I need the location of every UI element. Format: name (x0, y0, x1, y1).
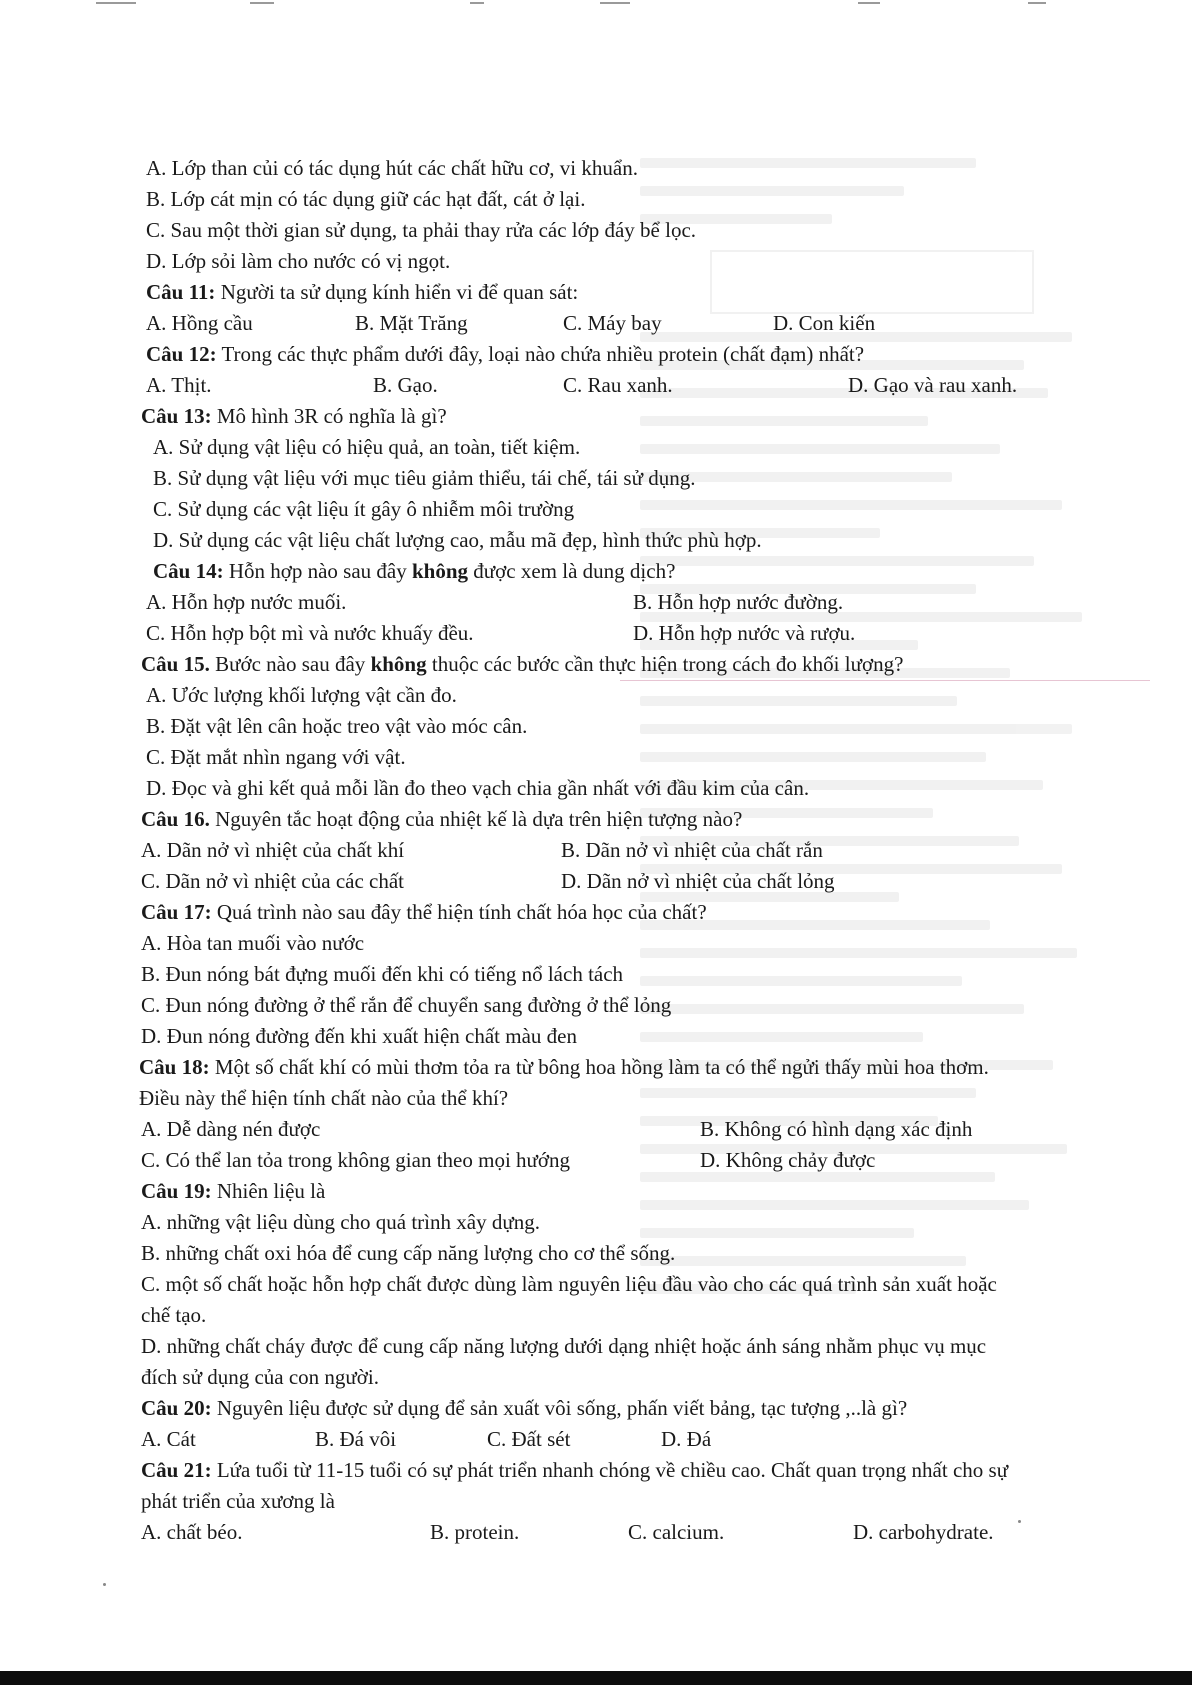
q11-text: Người ta sử dụng kính hiển vi để quan sát: (215, 280, 579, 304)
q11-option-d: D. Con kiến (773, 311, 876, 335)
q20-option-c: C. Đất sét (487, 1427, 571, 1451)
q12-label: Câu 12: (146, 342, 217, 366)
q21-stem-line2: phát triển của xương là (141, 1489, 335, 1513)
q21-option-d: D. carbohydrate. (853, 1520, 994, 1544)
q15-option-a: A. Ước lượng khối lượng vật cần đo. (146, 683, 457, 707)
q16-option-a: A. Dãn nở vì nhiệt của chất khí (141, 838, 405, 862)
q13-text: Mô hình 3R có nghĩa là gì? (211, 404, 447, 428)
q11-stem (146, 279, 578, 305)
scan-bottom-edge (0, 1671, 1192, 1685)
scan-top-marks (0, 0, 1192, 12)
q18-label: Câu 18: (139, 1055, 210, 1079)
q19-text: Nhiên liệu là (211, 1179, 326, 1203)
q19-label: Câu 19: (141, 1179, 212, 1203)
q10-option-d: D. Lớp sỏi làm cho nước có vị ngọt. (146, 249, 451, 273)
q11-option-c: C. Máy bay (563, 311, 662, 335)
q16-text: Nguyên tắc hoạt động của nhiệt kế là dựa trên hiện tượng nào? (209, 807, 743, 831)
q11-option-a: A. Hồng cầu (146, 311, 253, 335)
q20-stem (141, 1395, 907, 1421)
q13-option-c: C. Sử dụng các vật liệu ít gây ô nhiễm môi trường (153, 497, 575, 521)
q15-stem (141, 651, 903, 677)
q15-option-b: B. Đặt vật lên cân hoặc treo vật vào móc cân. (146, 714, 528, 738)
q19-option-d-line1: D. những chất cháy được để cung cấp năng lượng dưới dạng nhiệt hoặc ánh sáng nhằm phục vụ mục (141, 1334, 987, 1358)
q21-option-a: A. chất béo. (141, 1520, 243, 1544)
q10-option-c: C. Sau một thời gian sử dụng, ta phải thay rửa các lớp đáy bể lọc. (146, 218, 697, 242)
q18-stem (139, 1054, 989, 1080)
q14-text-bold: không (412, 559, 469, 583)
q16-stem (141, 806, 742, 832)
q21-label: Câu 21: (141, 1458, 212, 1482)
scan-line-artifact (620, 680, 1150, 681)
q14-text-after: được xem là dung dịch? (468, 559, 676, 583)
q14-option-a: A. Hỗn hợp nước muối. (146, 590, 347, 614)
q18-option-a: A. Dễ dàng nén được (141, 1117, 321, 1141)
q17-stem (141, 899, 707, 925)
q12-option-d: D. Gạo và rau xanh. (848, 373, 1018, 397)
q10-option-a: A. Lớp than củi có tác dụng hút các chất hữu cơ, vi khuẩn. (146, 156, 638, 180)
q15-option-c: C. Đặt mắt nhìn ngang với vật. (146, 745, 406, 769)
q17-option-d: D. Đun nóng đường đến khi xuất hiện chất màu đen (141, 1024, 577, 1048)
q18-option-d: D. Không chảy được (700, 1148, 876, 1172)
q19-stem (141, 1178, 325, 1204)
q19-option-b: B. những chất oxi hóa để cung cấp năng lượng cho cơ thể sống. (141, 1241, 676, 1265)
q15-label: Câu 15. (141, 652, 210, 676)
q15-text-after: thuộc các bước cần thực hiện trong cách đo khối lượng? (426, 652, 904, 676)
q21-text: Lứa tuổi từ 11-15 tuổi có sự phát triển nhanh chóng về chiều cao. Chất quan trọng nhất cho sự (211, 1458, 1009, 1482)
q11-label: Câu 11: (146, 280, 216, 304)
q20-text: Nguyên liệu được sử dụng để sản xuất vôi sống, phấn viết bảng, tạc tượng ,..là gì? (211, 1396, 908, 1420)
q16-label: Câu 16. (141, 807, 210, 831)
q16-option-c: C. Dãn nở vì nhiệt của các chất (141, 869, 405, 893)
scan-speck (103, 1583, 106, 1586)
q12-text: Trong các thực phẩm dưới đây, loại nào chứa nhiều protein (chất đạm) nhất? (216, 342, 865, 366)
q17-label: Câu 17: (141, 900, 212, 924)
q20-label: Câu 20: (141, 1396, 212, 1420)
q14-option-c: C. Hỗn hợp bột mì và nước khuấy đều. (146, 621, 474, 645)
q13-option-b: B. Sử dụng vật liệu với mục tiêu giảm thiểu, tái chế, tái sử dụng. (153, 466, 696, 490)
q14-option-b: B. Hỗn hợp nước đường. (633, 590, 844, 614)
q17-option-c: C. Đun nóng đường ở thể rắn để chuyển sang đường ở thể lỏng (141, 993, 672, 1017)
q12-option-a: A. Thịt. (146, 373, 212, 397)
q17-option-b: B. Đun nóng bát đựng muối đến khi có tiếng nổ lách tách (141, 962, 624, 986)
q14-option-d: D. Hỗn hợp nước và rượu. (633, 621, 856, 645)
q14-stem (153, 558, 675, 584)
q21-option-c: C. calcium. (628, 1520, 725, 1544)
q17-option-a: A. Hòa tan muối vào nước (141, 931, 365, 955)
q21-option-b: B. protein. (430, 1520, 520, 1544)
q15-option-d: D. Đọc và ghi kết quả mỗi lần đo theo vạch chia gần nhất với đầu kim của cân. (146, 776, 810, 800)
q13-option-d: D. Sử dụng các vật liệu chất lượng cao, mẫu mã đẹp, hình thức phù hợp. (153, 528, 762, 552)
q18-stem-line2: Điều này thể hiện tính chất nào của thể khí? (139, 1086, 509, 1110)
q13-stem (141, 403, 447, 429)
q14-label: Câu 14: (153, 559, 224, 583)
q18-option-c: C. Có thể lan tỏa trong không gian theo mọi hướng (141, 1148, 571, 1172)
q19-option-d-line2: đích sử dụng của con người. (141, 1365, 379, 1389)
q18-text: Một số chất khí có mùi thơm tỏa ra từ bông hoa hồng làm ta có thể ngửi thấy mùi hoa thơm. (209, 1055, 989, 1079)
q15-text-before: Bước nào sau đây (209, 652, 371, 676)
q21-stem (141, 1457, 1008, 1483)
q14-text-before: Hỗn hợp nào sau đây (223, 559, 412, 583)
q19-option-c-line1: C. một số chất hoặc hỗn hợp chất được dùng làm nguyên liệu đầu vào cho các quá trình sản xuất hoặc (141, 1272, 997, 1296)
q12-option-c: C. Rau xanh. (563, 373, 673, 397)
q20-option-a: A. Cát (141, 1427, 196, 1451)
q17-text: Quá trình nào sau đây thể hiện tính chất hóa học của chất? (211, 900, 707, 924)
q11-option-b: B. Mặt Trăng (355, 311, 468, 335)
q19-option-a: A. những vật liệu dùng cho quá trình xây dựng. (141, 1210, 540, 1234)
q19-option-c-line2: chế tạo. (141, 1303, 207, 1327)
q16-option-d: D. Dãn nở vì nhiệt của chất lỏng (561, 869, 835, 893)
q13-label: Câu 13: (141, 404, 212, 428)
q13-option-a: A. Sử dụng vật liệu có hiệu quả, an toàn, tiết kiệm. (153, 435, 581, 459)
q10-option-b: B. Lớp cát mịn có tác dụng giữ các hạt đất, cát ở lại. (146, 187, 586, 211)
q15-text-bold: không (370, 652, 427, 676)
q20-option-d: D. Đá (661, 1427, 712, 1451)
q18-option-b: B. Không có hình dạng xác định (700, 1117, 973, 1141)
q20-option-b: B. Đá vôi (315, 1427, 397, 1451)
q12-option-b: B. Gạo. (373, 373, 438, 397)
q16-option-b: B. Dãn nở vì nhiệt của chất rắn (561, 838, 823, 862)
q12-stem (146, 341, 864, 367)
scan-speck (1018, 1520, 1021, 1523)
